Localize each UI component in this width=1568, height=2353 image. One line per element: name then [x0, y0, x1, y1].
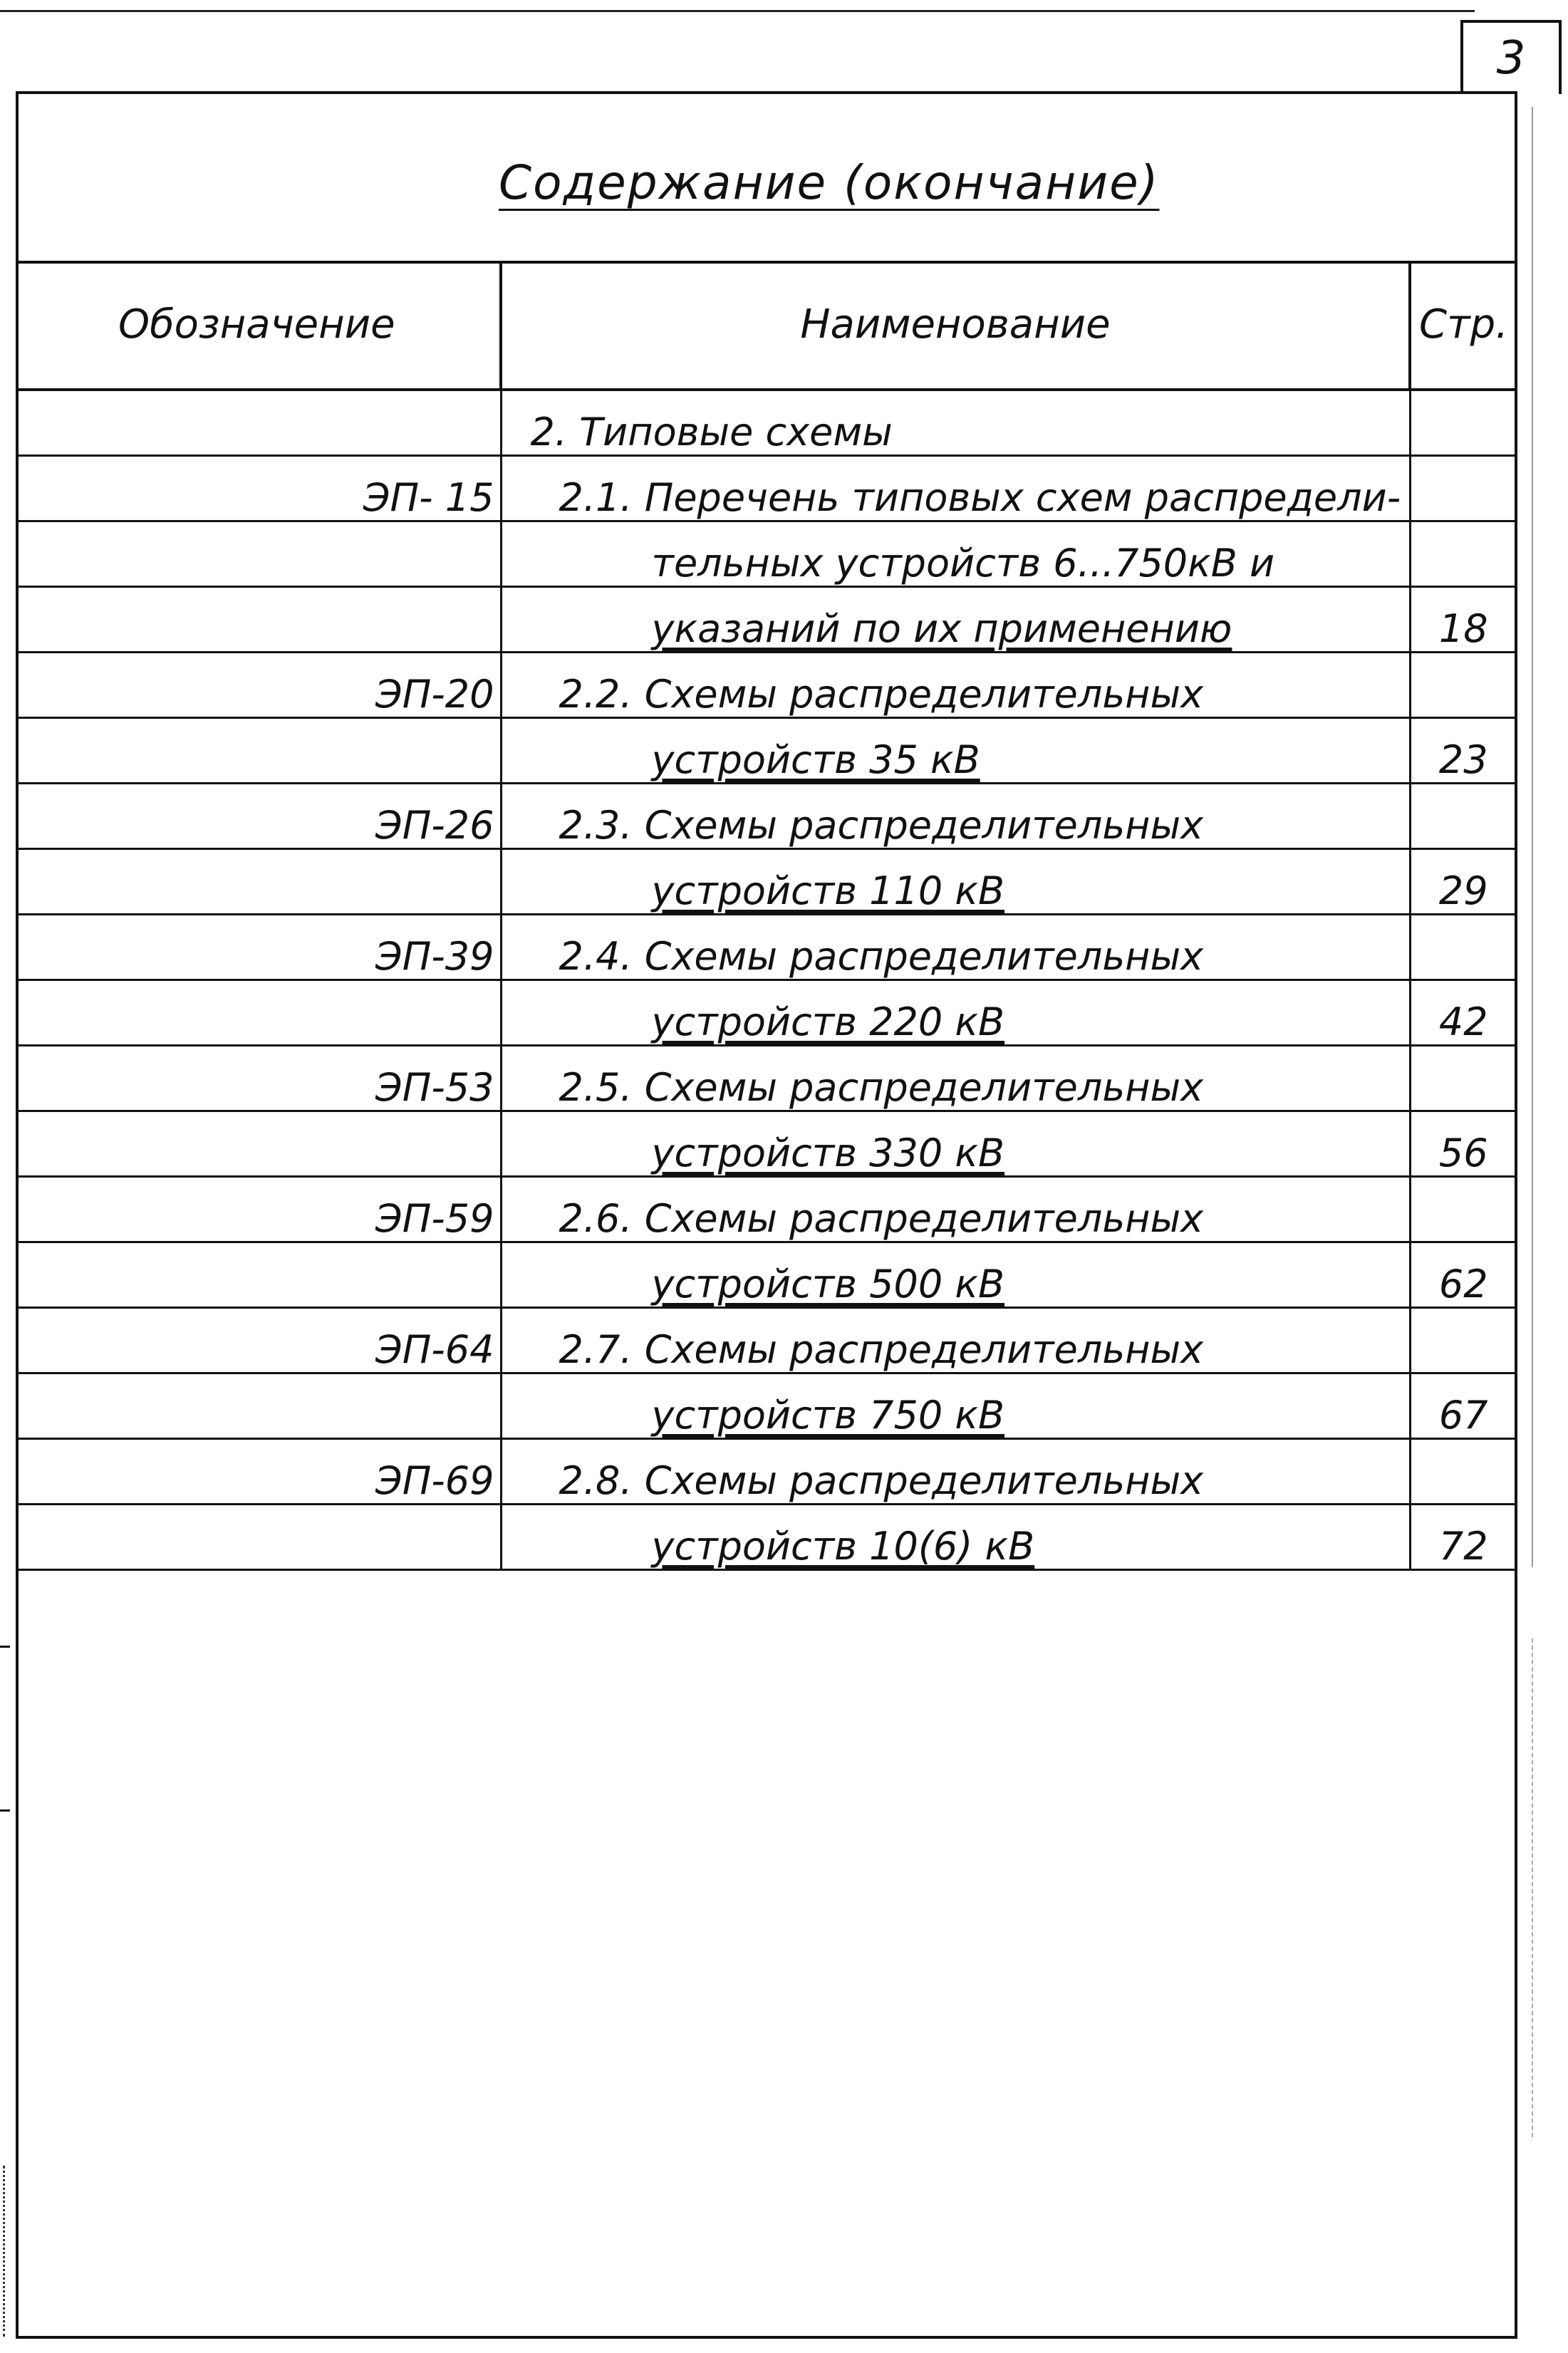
row-name: 2.2. Схемы распределительных [559, 672, 1204, 717]
row-name-cell [501, 1177, 1410, 1242]
binding-perforation [3, 2166, 5, 2337]
row-page [1410, 1177, 1516, 1242]
row-designation: ЭП-69 [19, 1439, 501, 1505]
binding-tick [0, 1646, 10, 1648]
row-name: 2. Типовые схемы [530, 410, 893, 455]
row-name-cell [501, 1111, 1410, 1177]
row-name: 2.8. Схемы распределительных [559, 1458, 1204, 1503]
row-designation [19, 718, 501, 784]
row-page: 62 [1410, 1242, 1516, 1308]
row-name-cell [501, 456, 1410, 521]
row-page: 23 [1410, 718, 1516, 784]
row-name: тельных устройств 6...750кВ и [651, 541, 1275, 586]
row-name-cell [501, 1505, 1410, 1570]
row-page [1410, 521, 1516, 587]
document-title: Содержание (окончание) [499, 155, 1160, 210]
row-name-cell [501, 718, 1410, 784]
table-row [19, 521, 1516, 587]
row-page: 18 [1410, 587, 1516, 653]
row-name: 2.6. Схемы распределительных [559, 1196, 1204, 1241]
row-designation: ЭП-64 [19, 1308, 501, 1373]
row-designation [19, 390, 501, 456]
row-page [1410, 1308, 1516, 1373]
row-page: 67 [1410, 1373, 1516, 1439]
row-page [1410, 456, 1516, 521]
row-name-cell [501, 784, 1410, 849]
row-name: устройств 220 кВ [651, 999, 1005, 1044]
table-row [19, 915, 1516, 980]
table-row [19, 1373, 1516, 1439]
row-name: 2.1. Перечень типовых схем распредели- [559, 475, 1401, 520]
row-designation: ЭП-59 [19, 1177, 501, 1242]
row-name-cell [501, 1046, 1410, 1111]
row-name: устройств 750 кВ [651, 1393, 1005, 1438]
row-name-cell [501, 849, 1410, 915]
table-row [19, 1111, 1516, 1177]
row-name: устройств 330 кВ [651, 1131, 1005, 1175]
row-designation [19, 980, 501, 1046]
row-page [1410, 1046, 1516, 1111]
row-designation: ЭП-20 [19, 653, 501, 718]
row-page [1410, 390, 1516, 456]
row-name-cell [501, 521, 1410, 587]
row-designation [19, 1111, 501, 1177]
row-designation [19, 1242, 501, 1308]
row-name-cell [501, 653, 1410, 718]
row-designation [19, 587, 501, 653]
page-number-box [1460, 20, 1562, 94]
row-name: устройств 10(6) кВ [651, 1524, 1035, 1569]
row-name-cell [501, 1439, 1410, 1505]
top-border-line [0, 10, 1475, 12]
row-designation: ЭП-26 [19, 784, 501, 849]
row-page: 29 [1410, 849, 1516, 915]
table-row [19, 718, 1516, 784]
row-name-cell [501, 587, 1410, 653]
row-designation [19, 1373, 501, 1439]
row-designation: ЭП- 15 [19, 456, 501, 521]
table-row [19, 456, 1516, 521]
table-row [19, 1308, 1516, 1373]
row-name: устройств 500 кВ [651, 1262, 1005, 1307]
row-name-cell [501, 1308, 1410, 1373]
binding-tick [0, 1809, 10, 1812]
header-name: Наименование [501, 261, 1410, 390]
row-name-cell [501, 980, 1410, 1046]
row-page: 42 [1410, 980, 1516, 1046]
row-designation [19, 849, 501, 915]
edge-rule [1532, 107, 1533, 1567]
row-page [1410, 784, 1516, 849]
row-name-cell [501, 1242, 1410, 1308]
header-page: Стр. [1410, 261, 1516, 390]
row-designation: ЭП-39 [19, 915, 501, 980]
contents-header-row [19, 261, 1516, 390]
table-row [19, 653, 1516, 718]
table-row [19, 1177, 1516, 1242]
row-name: устройств 35 кВ [651, 737, 980, 782]
edge-dashed-rule [1532, 1638, 1533, 2137]
row-page [1410, 1439, 1516, 1505]
contents-body [19, 390, 1516, 1570]
row-name-cell [501, 915, 1410, 980]
row-designation [19, 1505, 501, 1570]
row-page [1410, 915, 1516, 980]
header-designation: Обозначение [19, 261, 501, 390]
row-name-cell [501, 1373, 1410, 1439]
row-name: 2.3. Схемы распределительных [559, 803, 1204, 848]
row-name: указаний по их применению [651, 606, 1232, 651]
table-row [19, 1439, 1516, 1505]
row-designation: ЭП-53 [19, 1046, 501, 1111]
row-page [1410, 653, 1516, 718]
page-number: 3 [1496, 32, 1526, 85]
contents-table [19, 261, 1516, 1571]
table-row [19, 1505, 1516, 1570]
row-page: 72 [1410, 1505, 1516, 1570]
row-page: 56 [1410, 1111, 1516, 1177]
table-row [19, 587, 1516, 653]
row-name: устройств 110 кВ [651, 868, 1005, 913]
table-row [19, 1046, 1516, 1111]
table-row [19, 849, 1516, 915]
table-row [19, 1242, 1516, 1308]
table-row [19, 390, 1516, 456]
row-name: 2.5. Схемы распределительных [559, 1065, 1204, 1110]
table-row [19, 980, 1516, 1046]
row-name-cell [501, 390, 1410, 456]
row-name: 2.7. Схемы распределительных [559, 1327, 1204, 1372]
row-designation [19, 521, 501, 587]
table-row [19, 784, 1516, 849]
row-name: 2.4. Схемы распределительных [559, 934, 1204, 979]
